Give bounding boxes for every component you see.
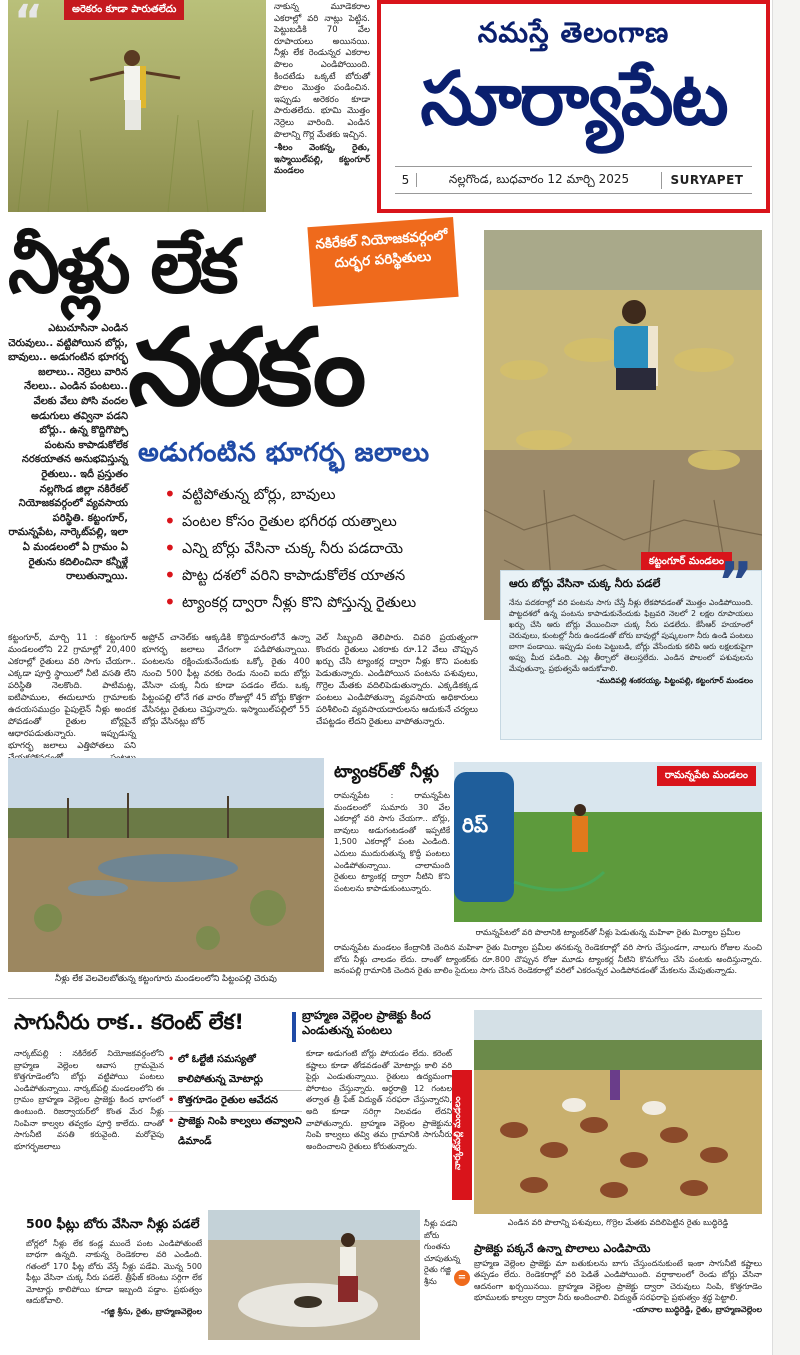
dateline: నల్లగొండ, బుధవారం 12 మార్చి 2025 <box>417 172 662 189</box>
current-highlights <box>168 1050 302 1152</box>
masthead-brand: నమస్తే తెలంగాణ <box>477 16 670 49</box>
quote-text: నేను పదకరాల్లో వరి పంటను సాగు చేస్తే నీళ్లు లేకపోవడంతో మొత్తం ఎండిపోయింది. పొట్టదశలో ఉన్న పంటను కాపాడుకునేందుకు ఫిబ్రవరి నెలలో 2 లక్షల రూపాయలు ఖర్చు చేసి ఆరు బోర్లు వేయించినా చుక్క నీరు పడలేదు. కేసీఆర్ హయాంలో చెరువులు, కుంటల్లో నీరు ఉండడంతో బోరు బావుల్లో పుష్కలంగా నీరు ఉండి పంటలు బాగా పండాయి. ఇప్పుడు పంట పెట్టుబడి, బోర్లు వేసేందుకు కలిపి ఆరు లక్షలకుపైగా అప్పు మీద పడింది. ఎట్ల తీర్చాలో తెలుస్తలేదు. ఎండిన పొలంలో పశువులను మేపుతున్నా. ప్రభుత్వమే ఆదుకోవాలి. <box>509 598 753 673</box>
highlight-item: • వట్టిపోతున్న బోర్లు, బావులు <box>162 482 480 509</box>
photo-tag-ramannapet: రామన్నపేట మండలం <box>657 766 756 786</box>
section-divider <box>8 998 762 999</box>
quote-box-kattangur <box>500 551 762 740</box>
top-quote-mark: “ <box>14 0 43 47</box>
highlight-item: • ఎన్ని బోర్లు వేసినా చుక్క నీరు పడదాయె <box>162 536 480 563</box>
masthead-footer <box>395 166 752 194</box>
current-headline: సాగునీరు రాక.. కరెంట్ లేక! <box>14 1010 244 1034</box>
masthead <box>377 0 770 213</box>
adjacent-page-strip <box>772 0 800 1355</box>
photo-tag-kattangur: కట్టంగూర్ మండలం <box>641 552 732 572</box>
svg-text:రిప్: రిప్ <box>462 813 489 837</box>
headline-line1: నీళ్లు లేక <box>8 224 236 310</box>
current-side-headline: బ్రాహ్మణ వెల్లెంల ప్రాజెక్టు కింద ఎండుతున్న పంటలు <box>302 1008 431 1037</box>
top-story-byline: -శీలం వెంకన్న, రైతు, ఇస్మాయిల్‌పల్లి, కట్టంగూర్ మండలం <box>274 143 370 177</box>
top-story-text: నాకున్న మూడెకరాల ఎకరాల్లో వరి నాట్లు పెట్టిన. పెట్టుబడికి 70 వేల రూపాయలు అయినయి. నీళ్లు లేక రెండున్నర ఎకరాల పొలం ఎండిపోయింది. కిందటేడు ఒక్కటే బోరుతో పొలం మొత్తం పండించిన. ఇప్పుడు అరెకరం కూడా పారుతలేదు. భూమి మొత్తం నెర్రెలు వారింది. ఎండిన పొలాన్ని గొర్ల మేతకు ఇచ్చిన. -శీలం వెంకన్న, రైతు, ఇస్మాయిల్‌పల్లి, కట్టంగూర్ మండలం <box>274 2 370 177</box>
project-headline: ప్రాజెక్టు పక్కనే ఉన్నా పొలాలు ఎండిపాయె <box>474 1242 651 1255</box>
current-side-rule <box>292 1012 296 1042</box>
top-story-tag: అరెకరం కూడా పారుతలేదు <box>64 0 184 20</box>
current-highlight-item: • ప్రాజెక్టు నింపి కాల్వలు తవ్వాలని డిమాండ్ <box>168 1116 302 1147</box>
bore-text: బోర్లలో నీళ్లు లేక కండ్ల ముందే పంట ఎండిపోతుంటే బాధగా ఉన్నది. నాకున్న రెండెకరాల వరి ఎండింది. గతంలో 170 ఫీట్ల బోరు వేస్తే నీళ్లు పడేవి. మొన్న 500 ఫీట్లు వేసినా చుక్క నీరు పడలే. త్రీఫేజ్ కరెంటు సర్గిగా లేక మోటార్లు కాలిపోయి కూడా ఇబ్బంది పడ్డాం. ప్రభుత్వం ఆదుకోవాలి. -గజ్జి శ్రీను, రైతు, బ్రాహ్మణవెల్లెంల <box>26 1239 202 1317</box>
main-body-col3: వెల్ సిబ్బంది తెలిపారు. చివరి ప్రయత్నంగా కొందరు రైతులు ఎకరాకు రూ.12 వేలు చొప్పున ఖర్చు చేసి ట్యాంకర్ల ద్వారా నీళ్లు కొని పంటకు పెడుతున్నారు. ఎండిపోయిన పంటను పశువులు, గొర్రెల మేతకు వదిలిపెడుతున్నారు. ఎక్కడికక్కడ పంటలు ఎండిపోతున్నా వ్యవసాయ అధికారులు పరిశీలించి వ్యవసాయదారులను ఆదుకునే చర్యలు చేపట్టడం లేదని రైతులు వాపోతున్నారు. <box>316 633 478 727</box>
edition-name: SURYAPET <box>670 173 744 187</box>
current-text2: కూడా అడుగంటి బోర్లు పోయడం లేదు. కరెంట్ కష్టాలు కూడా తోడవడంతో మోటార్లు కాలి వరి పైర్లు ఎండుతున్నాయి. రైతులు ఉద్యమంగా పోరాటం చేస్తున్నారు. అర్ధరాత్రి 12 గంటల తర్వాత త్రీ ఫేజ్ విద్యుత్ సరఫరా చేస్తున్నారని, అది కూడా సరిగ్గా నిలవడం లేదని వాపోతున్నారు. బ్రాహ్మణ వెల్లెంల ప్రాజెక్టును నింపి కాల్వలు తవ్వి తమ గ్రామానికి సాగునీరు అందించాలని రైతులు కోరుతున్నారు. <box>306 1049 452 1151</box>
main-intro: ఎటుచూసినా ఎండిన చెరువులు.. వట్టిపోయిన బోర్లు, బావులు.. అడుగంటిన భూగర్భ జలాలు.. నెర్రెలు వారిన నేలలు.. ఎండిన పంటలు.. వేలకు వేలు పోసి వందల అడుగులు తవ్వినా పడని బోర్లు.. ఉన్న కొద్దిగొప్పో పంటను కాపాడుకోలేక నరకయాతన అనుభవిస్తున్న రైతులు.. ఇదీ ప్రస్తుతం నల్లగొండ జిల్లా నకిరేకల్ నియోజకవర్గంలో వ్యవసాయ పరిస్థితి. కట్టంగూర్, రామన్నపేట, నార్కెట్‌పల్లి, ఇలా ఏ మండలంలో ఏ గ్రామం ఏ రైతును కదిలించినా కన్నీళ్లే రాలుతున్నాయి. <box>8 323 128 583</box>
page-number: 5 <box>395 173 417 187</box>
photo-farmer-paddy <box>8 0 266 212</box>
subheadline: అడుగంటిన భూగర్భ జలాలు <box>138 438 430 468</box>
bore-byline: -గజ్జి శ్రీను, రైతు, బ్రాహ్మణవెల్లెంల <box>100 1307 202 1317</box>
main-body-col2: అప్రోచ్ చానెల్‌కు ఆక్కడికి కొద్దిదూరంలోనే ఉన్నా భూగర్భ జలాలు వేగంగా పడిపోతున్నాయి. పంటలను రక్షించుకునేందుకు ఒక్కో రైతు 400 నుంచి 500 ఫీట్ల వరకు రెండు నుంచి ఐదు బోర్లు వేసినా చుక్క నీరు కూడా పడడం లేదు. ఒక్క పిట్టంపల్లి లోనే గత వారం రోజుల్లో 45 బోర్లు కొత్తగా వేసినట్లు రైతులు చెప్తున్నారు. ఇస్మాయిల్‌పల్లిలో 55 బోర్లు వేసినట్లు బోర్ <box>142 633 310 727</box>
highlight-item: • పంటల కోసం రైతుల భగీరథ యత్నాలు <box>162 509 480 536</box>
bore-headline: 500 ఫీట్లు బోరు వేసినా నీళ్లు పడలే <box>26 1216 200 1231</box>
masthead-city: సూర్యాపేట <box>420 56 727 142</box>
photo-bore-pit <box>208 1210 420 1340</box>
vertical-tag-narketpally: నార్కట్‌పల్లి మండలం <box>452 1070 472 1200</box>
photo-dry-pond <box>8 758 324 972</box>
current-highlight-item: • కొత్తగూడెం రైతుల ఆవేదన <box>168 1091 302 1112</box>
photo-tanker <box>454 762 762 922</box>
quote-mark-icon: ” <box>717 551 753 614</box>
goats-caption: ఎండిన వరి పొలాన్ని పశువులు, గొర్రెల మేతకు వదిలిపెట్టిన రైతు బుద్ధిరెడ్డి <box>507 1218 729 1227</box>
kicker-box: నకిరేకల్ నియోజకవర్గంలో దుర్భర పరిస్థితులు <box>307 217 458 307</box>
tanker-headline: ట్యాంకర్‌తో నీళ్లు <box>334 762 439 782</box>
headline-line2: నరకం <box>128 306 363 429</box>
project-text: బ్రాహ్మణ వెల్లెంల ప్రాజెక్టు మా బతుకులను బాగు చేస్తుందనుకుంటే ఇంకా సాగునీటి కష్టాలు తప్పడం లేదు. రెండెకరాల్లో వరి పెడితే ఎండిపోయింది. వర్షాకాలంలో రెండు బోర్లు వేసినా ఆదనంగా ఖర్చయినయి. బ్రాహ్మణ వెల్లెంల ప్రాజెక్టు ద్వారా చెరువులు నింపి, కొత్తగూడెం భూములకు కాల్వల ద్వారా నీరు అందించాలి. విద్యుత్ సరఫరాపై ప్రభుత్వం శ్రద్ధ పెట్టాలి. -యానాల బుద్ధిరెడ్డి, రైతు, బ్రాహ్మణవెల్లెంల <box>474 1259 762 1314</box>
pond-caption: నీళ్లు లేక వెలవెలబోతున్న కట్టంగూరు మండలంలోని పిట్టంపల్లి చెరువు <box>55 974 277 984</box>
highlight-item: • ట్యాంకర్ల ద్వారా నీళ్లు కొని పోస్తున్న రైతులు <box>162 590 480 617</box>
tanker-caption: రామన్నపేటలో వరి పొలానికి ట్యాంకర్‌తో నీళ్లు పెడుతున్న మహిళా రైతు మిర్యాల ప్రమీల <box>475 928 741 937</box>
quote-byline: -ముదిపల్లి శంకరయ్య, పిట్టంపల్లి, కట్టంగూర్ మండలం <box>596 676 753 685</box>
photo-goats <box>474 1010 762 1214</box>
comment-icon: = <box>454 1270 470 1286</box>
bore-side-caption: నీళ్లు పడని బోరు గుంతను చూపుతున్న రైతు గజ్జి శ్రీను <box>424 1219 461 1286</box>
quote-headline: ఆరు బోర్లు వేసినా చుక్క నీరు పడలే <box>509 577 661 590</box>
highlight-item: • పొట్ట దశలో వరిని కాపాడుకోలేక యాతన <box>162 563 480 590</box>
project-byline: -యానాల బుద్ధిరెడ్డి, రైతు, బ్రాహ్మణవెల్లెంల <box>632 1304 762 1314</box>
highlights-list <box>162 482 480 617</box>
current-text1: నార్కట్‌పల్లి : నకిరేకల్ నియోజకవర్గంలోని బ్రాహ్మణ వెల్లెంల ఆవాస గ్రామమైన కొత్తగూడెంలోని బోర్లు వట్టిపోయి పంటలు ఎండిపోతున్నాయి. నార్కట్‌పల్లి మండలంలోని ఈ గ్రామం బ్రాహ్మణ వెల్లెంల ప్రాజెక్టు కింద భాగంలో ఉంటుంది. రిజర్వాయర్‌లో కొంత మేర నీళ్లు నింపినా కాల్వల తవ్వకం పూర్తి కాలేదు. దాంతో సాగునీటి వసతి కరువైంది. మరోవైపు భూగర్భజలాలు <box>14 1049 164 1151</box>
main-body-col1: కట్టంగూర్, మార్చి 11 : కట్టంగూర్ మండలంలోని 22 గ్రామాల్లో 20,400 ఎకరాల్లో రైతులు వరి సాగు చేయగా.. ఎక్కడా పూర్తి స్థాయిలో నీటి వసతి లేని పరిస్థితి నెలకొంది. పాటిమట్ల, ఐటిపాముల, ఈదులూరు గ్రామాలకు ఉదయసముద్రం పైపులైన్ నీళ్లు అందక పోవడంతో రైతుల బోర్లపైనే ఆధారపడుతున్నారు. ఇప్పుడున్న భూగర్భ జలాలు ఎత్తిపోతలు పని <box>8 633 136 751</box>
tanker-text: రామన్నపేట : రామన్నపేట మండలంలో సుమారు 30 వేల ఎకరాల్లో వరి సాగు చేయగా.. బోర్లు, బావులు అడుగంటడంతో ఇప్పటికే 1,500 ఎకరాల్లో పంట ఎండింది. ఎదులు ముదురుతున్న కొద్దీ పంటలు ఎండిపోతున్నాయి. చాలామంది రైతులు ట్యాంకర్ల ద్వారా నీటిని కొని పంటలను కాపాడుకుంటున్నారు. <box>334 791 450 893</box>
tanker-bottom-text: రామన్నపేట మండలం కేంద్రానికి చెందిన మహిళా రైతు మిర్యాల ప్రమీల తనకున్న రెండెకరాల్లో వరి సాగు చేస్తుండగా, నాలుగు రోజుల నుంచి బోరు నీళ్లు చాలడం లేదు. దాంతో ట్యాంకర్‌కు రూ.800 చొప్పున రోజు మూడు ట్యాంకర్ల నీటిని కొనుగోలు చేసి పంటకు అందిస్తున్నారు. జనంపల్లి గ్రామానికి చెందిన రైతు బాలిం సైదులు సాగు చేసిన రెండెకరాల్లో వరిలో ఎకరంన్నర ఎండిపోవడంతో మేకలను మేపుతున్నాడు. <box>334 943 762 976</box>
current-highlight-item: • లో ఓల్టేజీ సమస్యతో కాలిపోతున్న మోటార్లు <box>168 1050 302 1091</box>
